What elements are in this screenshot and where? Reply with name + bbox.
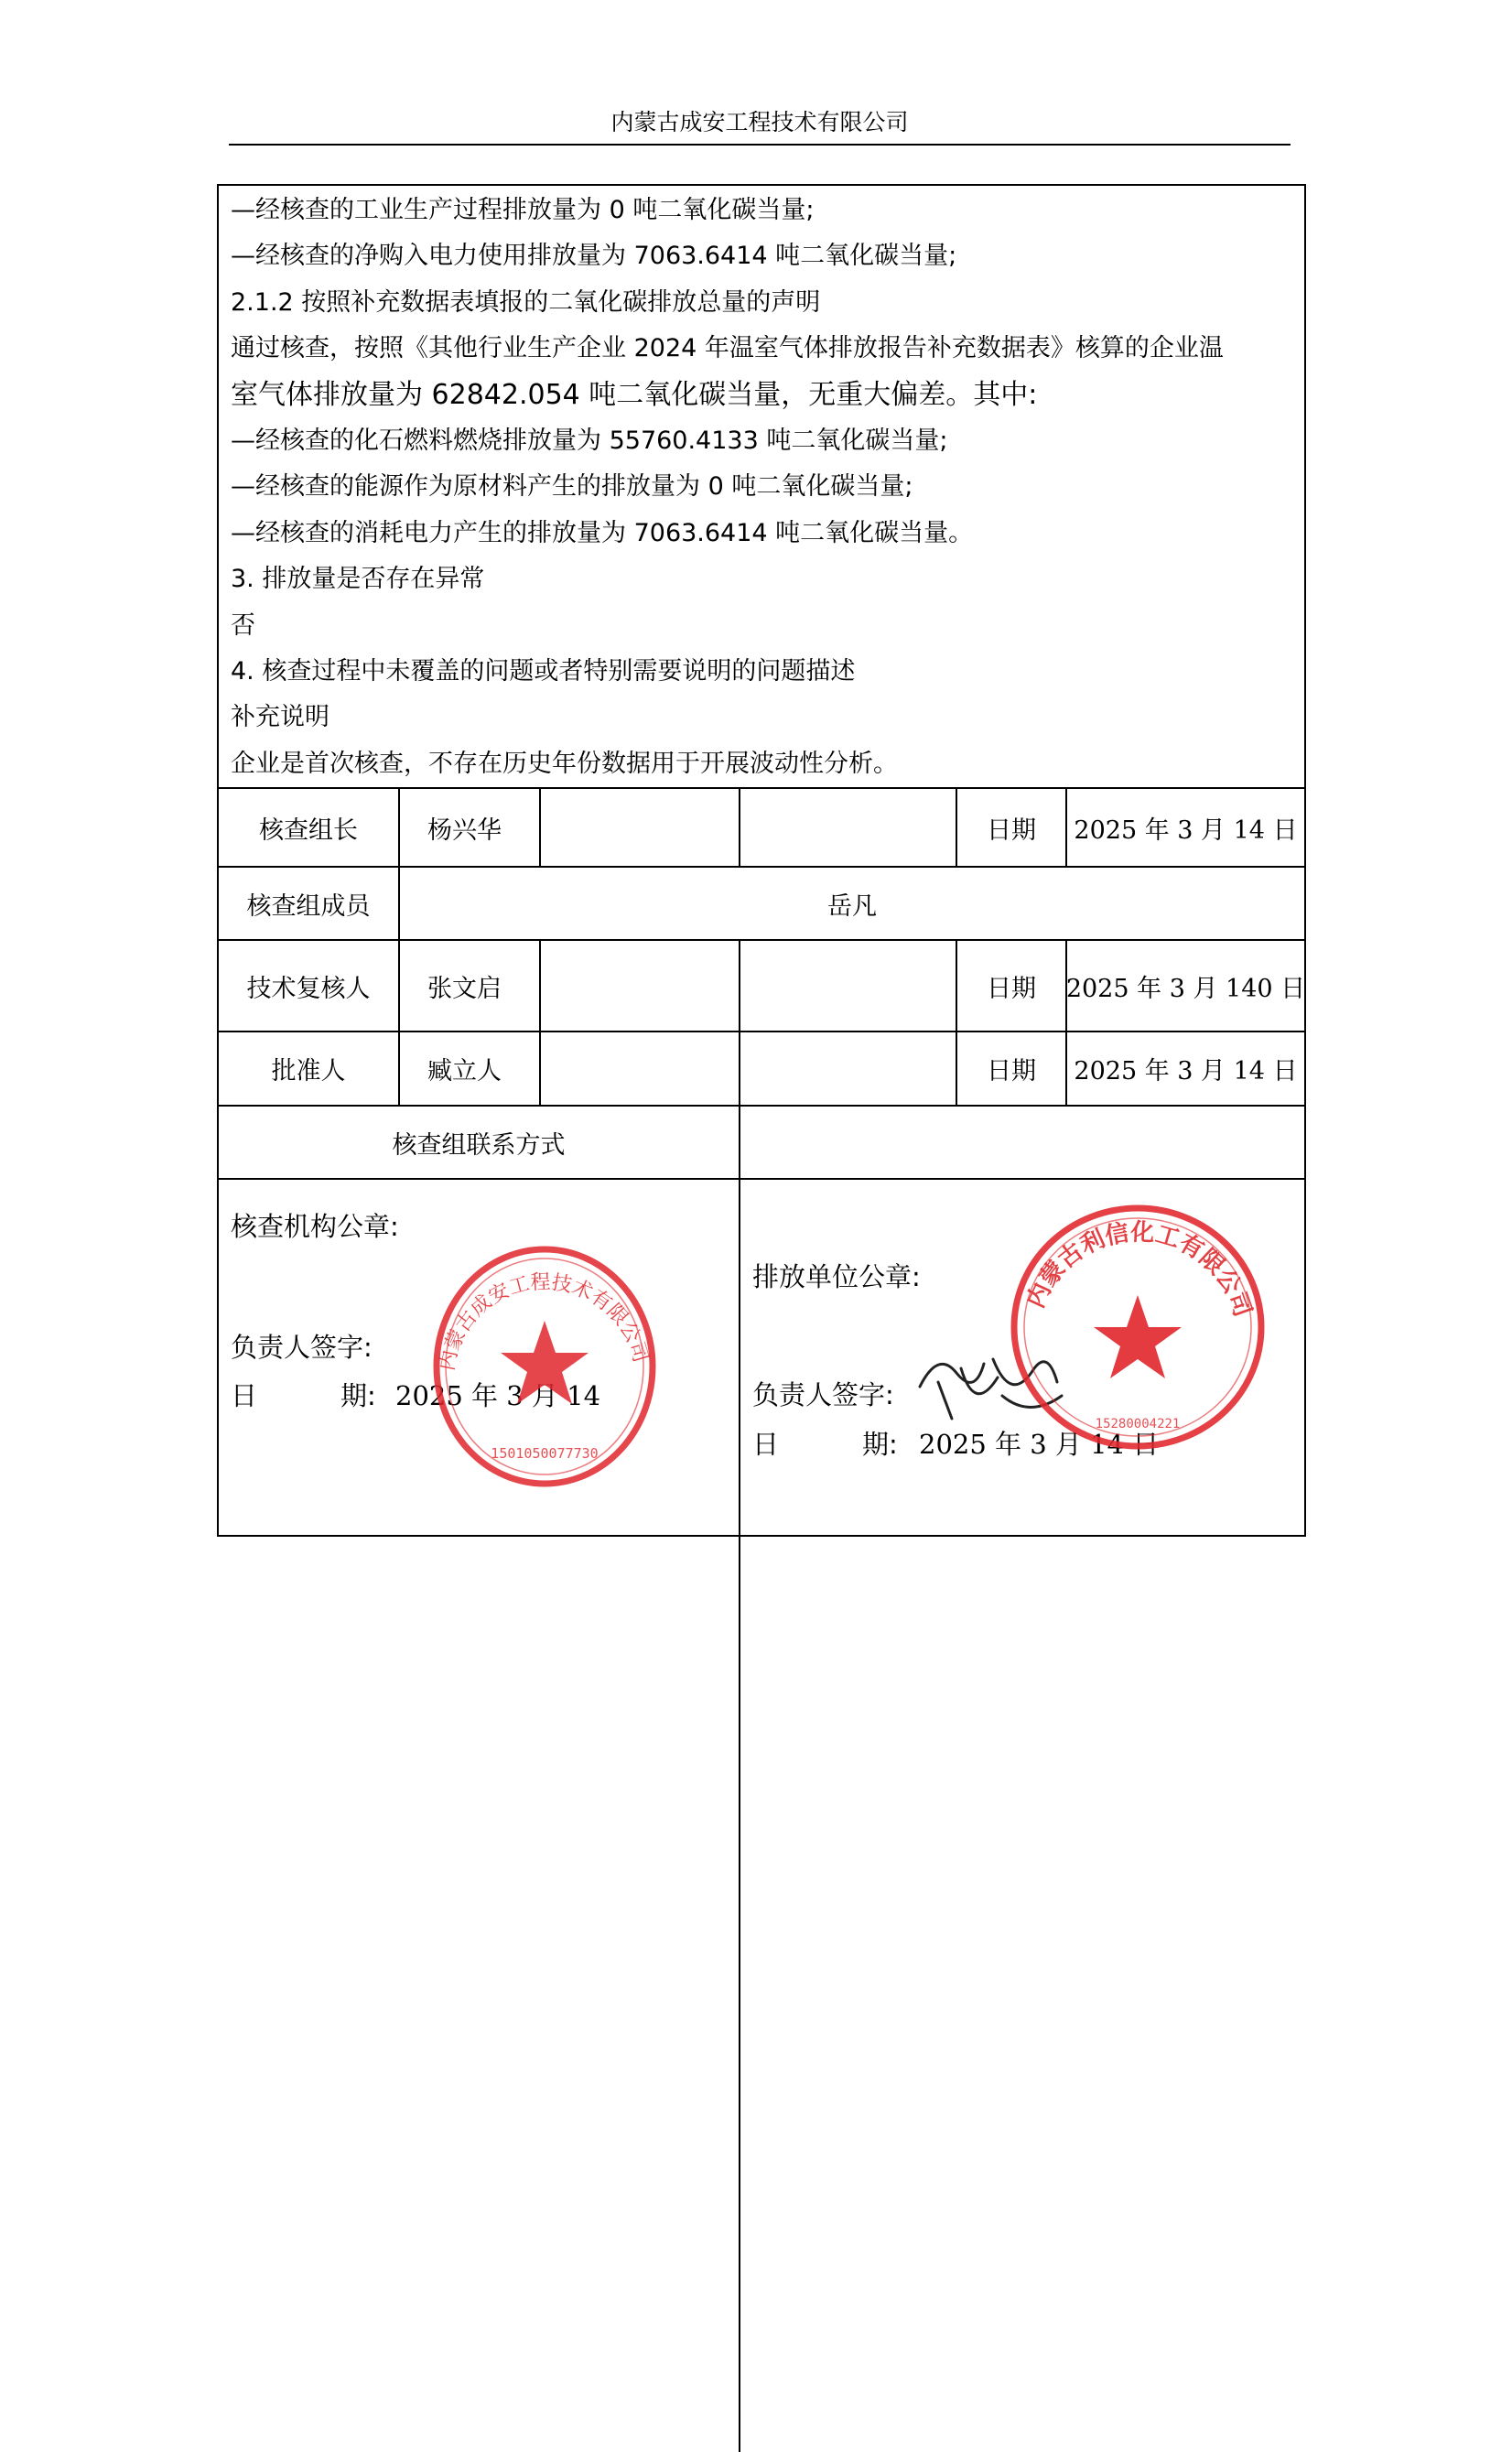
- emitter-date-value: 2025 年 3 月 14 日: [919, 1429, 1160, 1460]
- emitter-date-label: 日: [752, 1429, 780, 1460]
- text-line: —经核查的净购入电力使用排放量为 7063.6414 吨二氧化碳当量;: [231, 242, 957, 271]
- text-line: 企业是首次核查，不存在历史年份数据用于开展波动性分析。: [231, 749, 898, 778]
- stamp-number: 15280004221: [1095, 1417, 1181, 1431]
- reviewer-label: 技术复核人: [246, 974, 371, 1003]
- team-leader-name: 杨兴华: [427, 816, 502, 845]
- emitter-date-label: 期:: [862, 1429, 898, 1460]
- approver-label: 批准人: [271, 1057, 346, 1086]
- verifier-seal-label: 核查机构公章:: [231, 1211, 399, 1242]
- team-leader-date: 2025 年 3 月 14 日: [1074, 816, 1298, 845]
- reviewer-name: 张文启: [427, 974, 502, 1003]
- stamp-text: 内蒙古成安工程技术有限公司: [436, 1270, 653, 1373]
- contact-label: 核查组联系方式: [392, 1130, 566, 1160]
- emitter-seal-stamp: [1000, 1194, 1275, 1460]
- members-value: 岳凡: [827, 891, 877, 921]
- verifier-date-value: 2025 年 3 月 14: [395, 1380, 601, 1411]
- approver-name: 臧立人: [427, 1057, 502, 1086]
- text-line: 2.1.2 按照补充数据表填报的二氧化碳排放总量的声明: [231, 287, 821, 317]
- emitter-signer-label: 负责人签字:: [752, 1379, 894, 1410]
- verifier-signer-label: 负责人签字:: [231, 1332, 373, 1363]
- verifier-date-label: 期:: [340, 1380, 376, 1411]
- text-line: 室气体排放量为 62842.054 吨二氧化碳当量，无重大偏差。其中:: [231, 378, 1038, 411]
- stamp-number: 1501050077730: [491, 1445, 599, 1462]
- contact-value: [740, 1107, 1304, 1178]
- text-line: —经核查的消耗电力产生的排放量为 7063.6414 吨二氧化碳当量。: [231, 518, 974, 547]
- members-label: 核查组成员: [246, 891, 371, 921]
- reviewer-date: 2025 年 3 月 140 日: [1065, 974, 1306, 1003]
- col-divider: [739, 787, 740, 867]
- text-line: 4. 核查过程中未覆盖的问题或者特别需要说明的问题描述: [231, 656, 856, 686]
- text-line: 否: [231, 610, 255, 640]
- row-divider: [217, 1178, 1306, 1180]
- date-label: 日期: [987, 816, 1036, 845]
- text-line: —经核查的化石燃料燃烧排放量为 55760.4133 吨二氧化碳当量;: [231, 426, 948, 455]
- date-label: 日期: [987, 974, 1036, 1003]
- text-line: 补充说明: [231, 703, 329, 732]
- verification-text: [231, 188, 1297, 787]
- col-divider: [539, 939, 541, 1105]
- col-divider: [539, 787, 541, 867]
- date-label: 日期: [987, 1057, 1036, 1086]
- text-line: —经核查的能源作为原材料产生的排放量为 0 吨二氧化碳当量;: [231, 472, 913, 502]
- approver-date: 2025 年 3 月 14 日: [1074, 1057, 1298, 1086]
- text-line: 3. 排放量是否存在异常: [231, 565, 485, 594]
- verifier-date-label: 日: [231, 1380, 258, 1411]
- page-header-company: 内蒙古成安工程技术有限公司: [610, 109, 909, 135]
- header-rule: [229, 144, 1291, 146]
- team-leader-label: 核查组长: [259, 816, 358, 845]
- stamp-text: 内蒙古利信化工有限公司: [1021, 1218, 1257, 1321]
- emitter-seal-label: 排放单位公章:: [752, 1261, 921, 1292]
- verifier-seal-stamp: [416, 1234, 673, 1499]
- text-line: 通过核查，按照《其他行业生产企业 2024 年温室气体排放报告补充数据表》核算的企业温: [231, 334, 1224, 363]
- text-line: —经核查的工业生产过程排放量为 0 吨二氧化碳当量;: [231, 196, 815, 224]
